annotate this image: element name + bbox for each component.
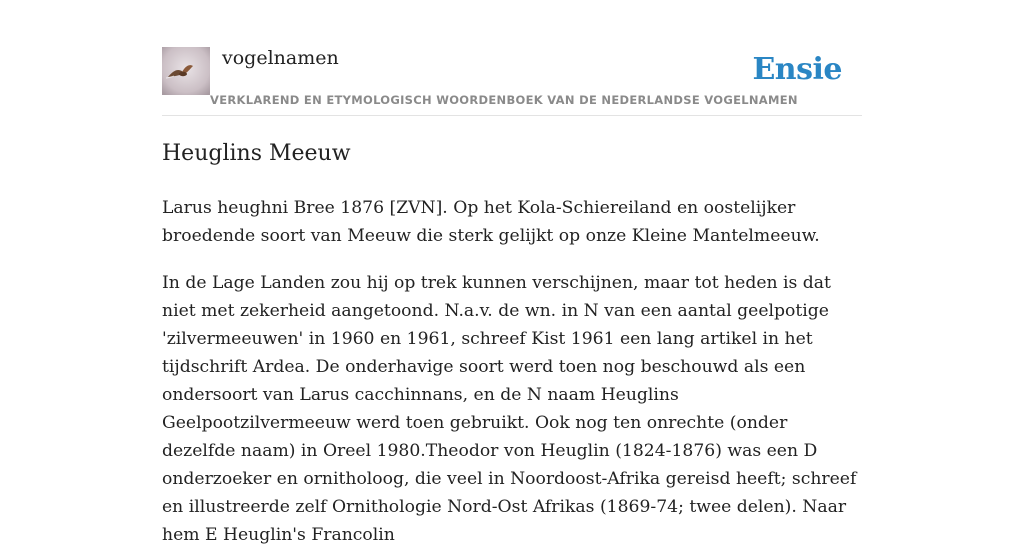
entry-paragraph: Larus heughni Bree 1876 [ZVN]. Op het Kola-Schiereiland en oostelijker broedende soort van Meeuw die sterk gelijkt op onze Kleine Mantelmeeuw. — [162, 198, 820, 246]
brand-logo[interactable]: Ensie — [752, 52, 842, 87]
entry-content — [162, 138, 862, 549]
site-subtitle: VERKLAREND EN ETYMOLOGISCH WOORDENBOEK VAN DE NEDERLANDSE VOGELNAMEN — [210, 93, 798, 107]
bird-in-flight-icon[interactable] — [162, 47, 210, 95]
site-name[interactable]: vogelnamen — [222, 47, 339, 69]
entry-paragraph: In de Lage Landen zou hij op trek kunnen verschijnen, maar tot heden is dat niet met zekerheid aangetoond. N.a.v. de wn. in N van een aantal geelpotige 'zilvermeeuwen' in 1960 en 1961, schreef Kist 1961 een lang artikel in het tijdschrift Ardea. De onderhavige soort werd toen nog beschouwd als een ondersoort van Larus cacchinnans, en de N naam Heuglins Geelpootzilvermeeuw werd toen gebruikt. Ook nog ten onrechte (onder dezelfde naam) in Oreel 1980.Theodor von Heuglin (1824-1876) was een D onderzoeker en ornitholoog, die veel in Noordoost-Afrika gereisd heeft; schreef en illustreerde zelf Ornithologie Nord-Ost Afrikas (1869-74; twee delen). Naar hem E Heuglin's Francolin — [162, 273, 857, 545]
site-header — [162, 46, 862, 116]
entry-title: Heuglins Meeuw — [162, 141, 351, 166]
